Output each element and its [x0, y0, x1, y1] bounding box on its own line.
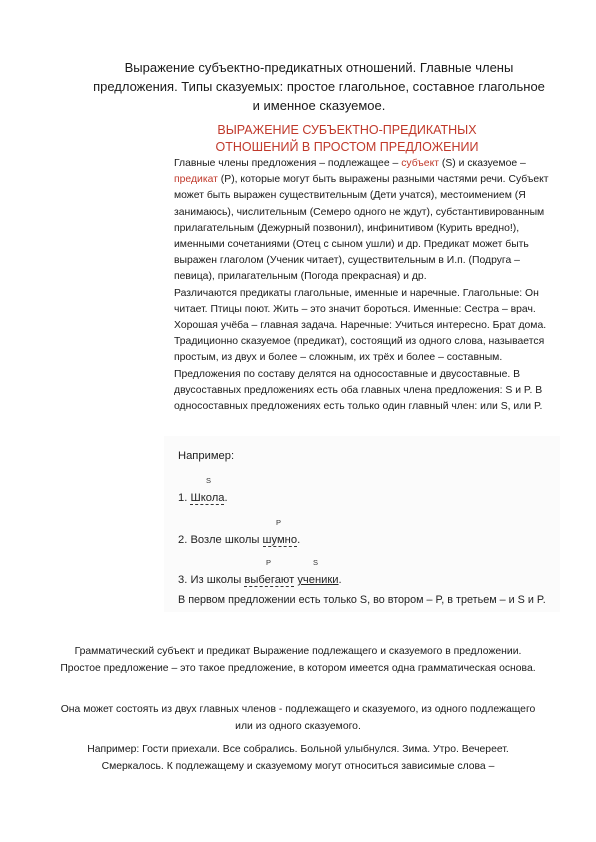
bottom-paragraph-1: Грамматический субъект и предикат Выражение подлежащего и сказуемого в предложении. Простое предложение – это такое предложение, в котором имеется одна грамматическая основа. — [60, 646, 536, 674]
marker-s: S — [206, 476, 212, 485]
example-sentence-1 — [178, 492, 228, 504]
example-sentence-2 — [178, 534, 300, 546]
text-fragment: (P), которые могут быть выражены разными частями речи. Субъект может быть выражен существительным (Дети учатся), местоимением (Я занимаюсь), числительным (Семеро одного не ждут), субстантивированным прилагательным (Дежурный позвонил), инфинитивом (Курить вредно!), именными сочетаниями (Отец с сыном ушли) и др. Предикат может быть выражен глаголом (Ученик читает), существительным в И.п. (Подруга – певица), прилагательным (Погода прекрасная) и др. — [174, 174, 549, 283]
example-conclusion: В первом предложении есть только S, во втором – P, в третьем – и S и P. — [178, 594, 546, 606]
subject-word: Школа — [190, 492, 225, 504]
predicate-word: выбегают — [244, 574, 295, 586]
example-image — [164, 436, 560, 612]
text-fragment: . — [338, 574, 342, 586]
text-fragment: 3. Из школы — [178, 574, 245, 586]
paragraph-predicate-types: Различаются предикаты глагольные, именные и наречные. Глагольные: Он читает. Птицы поют. Жить – это значит бороться. Именные: Сестра – врач. Хорошая учёба – главная задача. Наречные: Учиться интересно. Брат дома. Традиционно сказуемое (предикат), состоящий из одного слова, называется простым, из двух и более – сложным, их трёх и более – составным. Предложения по составу делятся на односоставные и двусоставные. В двусоставных предложениях есть оба главных члена предложения: S и P. В односоставных предложениях есть только один главный член: или S, или P. — [174, 287, 547, 413]
bottom-paragraph-2: Она может состоять из двух главных членов - подлежащего и сказуемого, из одного подлежащего или из одного сказуемого. — [60, 704, 536, 732]
section-body-clip — [174, 156, 550, 440]
text-fragment: . — [297, 534, 301, 546]
bottom-paragraph-3: Например: Гости приехали. Все собрались. Больной улыбнулся. Зима. Утро. Вечереет. Смеркалось. К подлежащему и сказуемому могут относиться зависимые слова – — [87, 744, 509, 772]
text-fragment: (S) и сказуемое – — [439, 158, 526, 169]
text-fragment: Главные члены предложения – подлежащее – — [174, 158, 402, 169]
marker-p: P — [276, 518, 282, 527]
marker-s: S — [313, 558, 319, 567]
section-body — [174, 156, 550, 440]
predicate-word: шумно — [262, 534, 298, 546]
marker-p: P — [266, 558, 272, 567]
text-fragment: 1. — [178, 492, 191, 504]
term-predicate: предикат — [174, 174, 218, 186]
example-sentence-3 — [178, 574, 342, 586]
text-fragment: 2. Возле школы — [178, 534, 263, 546]
page-title: Выражение субъектно-предикатных отношений. Главные члены предложения. Типы сказуемых: простое глагольное, составное глагольное и именное сказуемое. — [93, 60, 545, 113]
term-subject: субъект — [401, 158, 439, 169]
example-intro: Например: — [178, 450, 235, 462]
section-heading: ВЫРАЖЕНИЕ СУБЪЕКТНО-ПРЕДИКАТНЫХ ОТНОШЕНИЙ В ПРОСТОМ ПРЕДЛОЖЕНИИ — [215, 123, 479, 154]
subject-word: ученики — [297, 574, 339, 586]
text-fragment: . — [224, 492, 228, 504]
paragraph-subject-predicate — [174, 156, 550, 286]
